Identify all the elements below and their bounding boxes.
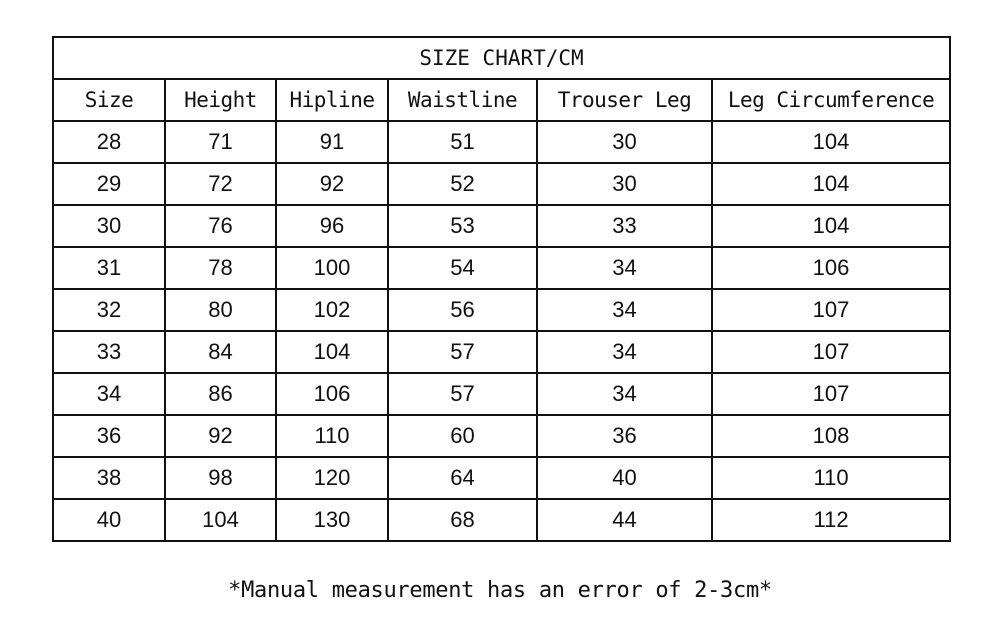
table-row: [53, 331, 950, 373]
table-cell: 53: [388, 205, 537, 247]
table-cell: 80: [165, 289, 276, 331]
table-cell: 71: [165, 121, 276, 163]
table-cell: 40: [53, 499, 165, 541]
table-cell: 30: [53, 205, 165, 247]
table-cell: 34: [537, 247, 712, 289]
table-cell: 36: [537, 415, 712, 457]
table-cell: 34: [53, 373, 165, 415]
table-cell: 78: [165, 247, 276, 289]
table-cell: 30: [537, 163, 712, 205]
table-cell: 120: [276, 457, 388, 499]
table-cell: 34: [537, 373, 712, 415]
column-header-leg-circumference: Leg Circumference: [712, 79, 950, 121]
table-cell: 92: [276, 163, 388, 205]
table-cell: 34: [537, 289, 712, 331]
column-header-size: Size: [53, 79, 165, 121]
table-cell: 96: [276, 205, 388, 247]
table-cell: 112: [712, 499, 950, 541]
table-row: [53, 457, 950, 499]
table-cell: 92: [165, 415, 276, 457]
table-cell: 107: [712, 331, 950, 373]
table-cell: 104: [712, 205, 950, 247]
measurement-note: *Manual measurement has an error of 2-3cm*: [228, 578, 772, 603]
table-cell: 98: [165, 457, 276, 499]
table-row: [53, 499, 950, 541]
table-body: [53, 121, 950, 541]
table-cell: 86: [165, 373, 276, 415]
table-row: [53, 205, 950, 247]
table-row: [53, 415, 950, 457]
table-cell: 40: [537, 457, 712, 499]
table-cell: 100: [276, 247, 388, 289]
header-row: [53, 79, 950, 121]
size-chart-table: [52, 36, 951, 542]
table-cell: 29: [53, 163, 165, 205]
table-title: SIZE CHART/CM: [53, 37, 950, 79]
table-cell: 76: [165, 205, 276, 247]
table-cell: 84: [165, 331, 276, 373]
table-row: [53, 373, 950, 415]
table-row: [53, 289, 950, 331]
column-header-trouser-leg: Trouser Leg: [537, 79, 712, 121]
table-cell: 91: [276, 121, 388, 163]
table-cell: 44: [537, 499, 712, 541]
column-header-height: Height: [165, 79, 276, 121]
table-cell: 34: [537, 331, 712, 373]
table-row: [53, 247, 950, 289]
table-cell: 52: [388, 163, 537, 205]
table-cell: 64: [388, 457, 537, 499]
table-cell: 57: [388, 373, 537, 415]
table-cell: 107: [712, 289, 950, 331]
table-cell: 72: [165, 163, 276, 205]
table-cell: 36: [53, 415, 165, 457]
table-cell: 32: [53, 289, 165, 331]
table-cell: 102: [276, 289, 388, 331]
table-cell: 57: [388, 331, 537, 373]
table-cell: 110: [712, 457, 950, 499]
table-cell: 28: [53, 121, 165, 163]
table-cell: 107: [712, 373, 950, 415]
table-cell: 60: [388, 415, 537, 457]
table-cell: 33: [53, 331, 165, 373]
table-cell: 104: [165, 499, 276, 541]
table-cell: 33: [537, 205, 712, 247]
table-cell: 110: [276, 415, 388, 457]
table-cell: 106: [712, 247, 950, 289]
table-cell: 54: [388, 247, 537, 289]
table-cell: 104: [712, 163, 950, 205]
table-cell: 104: [276, 331, 388, 373]
table-cell: 30: [537, 121, 712, 163]
table-cell: 51: [388, 121, 537, 163]
column-header-waistline: Waistline: [388, 79, 537, 121]
table-cell: 104: [712, 121, 950, 163]
table-cell: 38: [53, 457, 165, 499]
table-cell: 108: [712, 415, 950, 457]
title-row: [53, 37, 950, 79]
table-row: [53, 163, 950, 205]
column-header-hipline: Hipline: [276, 79, 388, 121]
table-row: [53, 121, 950, 163]
table-cell: 106: [276, 373, 388, 415]
table-cell: 56: [388, 289, 537, 331]
table-cell: 31: [53, 247, 165, 289]
table-cell: 68: [388, 499, 537, 541]
table-cell: 130: [276, 499, 388, 541]
